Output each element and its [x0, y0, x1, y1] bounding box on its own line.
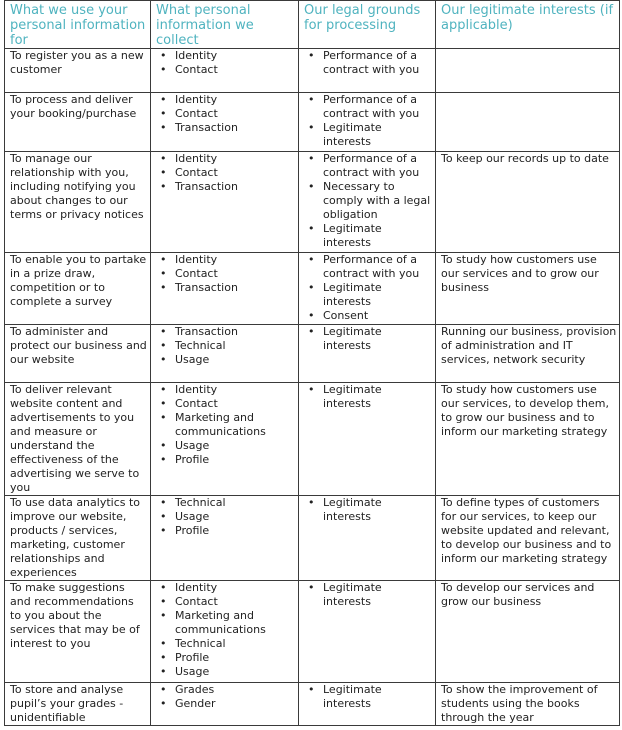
info-collected-cell — [151, 49, 299, 93]
list-item: • Performance of a contract with you — [304, 152, 433, 180]
info-collected-cell — [151, 325, 299, 383]
purpose-cell: To store and analyse pupil’s your grades - unidentifiable — [5, 683, 151, 726]
header-row — [5, 1, 620, 49]
purpose-cell: To make suggestions and recommendations to you about the services that may be of interest to you — [5, 581, 151, 683]
legal-grounds-cell — [299, 496, 436, 581]
info-collected-cell — [151, 683, 299, 726]
legitimate-interests-cell: To keep our records up to date — [436, 152, 620, 253]
purpose-cell: To register you as a new customer — [5, 49, 151, 93]
list-item: • Contact — [156, 267, 296, 281]
table-header — [5, 1, 620, 49]
header-info-collected: What personal information we collect — [151, 1, 299, 49]
list-item: • Legitimate interests — [304, 281, 433, 309]
legitimate-interests-cell — [436, 93, 620, 152]
info-list — [156, 152, 296, 194]
info-collected-cell — [151, 496, 299, 581]
list-item: • Transaction — [156, 281, 296, 295]
list-item: • Identity — [156, 581, 296, 595]
info-list — [156, 93, 296, 135]
info-list — [156, 683, 296, 711]
legitimate-interests-cell: Running our business, provision of administration and IT services, network security — [436, 325, 620, 383]
header-legitimate-interests: Our legitimate interests (if applicable) — [436, 1, 620, 49]
list-item: • Usage — [156, 353, 296, 367]
list-item: • Performance of a contract with you — [304, 93, 433, 121]
list-item: • Identity — [156, 383, 296, 397]
list-item: • Transaction — [156, 325, 296, 339]
legitimate-interests-cell: To develop our services and grow our business — [436, 581, 620, 683]
grounds-list — [304, 93, 433, 149]
grounds-list — [304, 496, 433, 524]
grounds-list — [304, 581, 433, 609]
table-row — [5, 93, 620, 152]
info-list — [156, 253, 296, 295]
list-item: • Contact — [156, 397, 296, 411]
list-item: • Technical — [156, 339, 296, 353]
list-item: • Usage — [156, 439, 296, 453]
list-item: • Performance of a contract with you — [304, 49, 433, 77]
info-collected-cell — [151, 581, 299, 683]
list-item: • Consent — [304, 309, 433, 323]
legitimate-interests-cell: To study how customers use our services, to develop them, to grow our business and to inform our marketing strategy — [436, 383, 620, 496]
table-row — [5, 253, 620, 325]
list-item: • Usage — [156, 665, 296, 679]
list-item: • Gender — [156, 697, 296, 711]
info-list — [156, 383, 296, 467]
table-body — [5, 49, 620, 726]
list-item: • Contact — [156, 63, 296, 77]
list-item: • Legitimate interests — [304, 121, 433, 149]
info-list — [156, 325, 296, 367]
list-item: • Marketing and communications — [156, 411, 296, 439]
purpose-cell: To use data analytics to improve our website, products / services, marketing, customer relationships and experiences — [5, 496, 151, 581]
table-row — [5, 325, 620, 383]
table-row — [5, 152, 620, 253]
list-item: • Identity — [156, 49, 296, 63]
info-collected-cell — [151, 253, 299, 325]
list-item: • Identity — [156, 152, 296, 166]
list-item: • Transaction — [156, 180, 296, 194]
table-row — [5, 496, 620, 581]
list-item: • Legitimate interests — [304, 683, 433, 711]
list-item: • Legitimate interests — [304, 222, 433, 250]
purpose-cell: To process and deliver your booking/purchase — [5, 93, 151, 152]
list-item: • Legitimate interests — [304, 325, 433, 353]
purpose-cell: To deliver relevant website content and advertisements to you and measure or understand the effectiveness of the advertising we serve to you — [5, 383, 151, 496]
legitimate-interests-cell: To study how customers use our services and to grow our business — [436, 253, 620, 325]
table-row — [5, 49, 620, 93]
table-row — [5, 683, 620, 726]
list-item: • Transaction — [156, 121, 296, 135]
list-item: • Identity — [156, 253, 296, 267]
header-legal-grounds: Our legal grounds for processing — [299, 1, 436, 49]
list-item: • Legitimate interests — [304, 383, 433, 411]
legal-grounds-cell — [299, 152, 436, 253]
list-item: • Identity — [156, 93, 296, 107]
info-collected-cell — [151, 152, 299, 253]
legal-grounds-cell — [299, 581, 436, 683]
list-item: • Performance of a contract with you — [304, 253, 433, 281]
grounds-list — [304, 253, 433, 323]
legitimate-interests-cell — [436, 49, 620, 93]
purpose-cell: To manage our relationship with you, including notifying you about changes to our terms or privacy notices — [5, 152, 151, 253]
info-collected-cell — [151, 383, 299, 496]
list-item: • Usage — [156, 510, 296, 524]
list-item: • Legitimate interests — [304, 581, 433, 609]
legitimate-interests-cell: To define types of customers for our services, to keep our website updated and relevant, to develop our business and to inform our marketing strategy — [436, 496, 620, 581]
table-row — [5, 581, 620, 683]
info-list — [156, 581, 296, 679]
list-item: • Legitimate interests — [304, 496, 433, 524]
purpose-cell: To administer and protect our business and our website — [5, 325, 151, 383]
legal-grounds-cell — [299, 383, 436, 496]
table-row — [5, 383, 620, 496]
list-item: • Grades — [156, 683, 296, 697]
list-item: • Technical — [156, 496, 296, 510]
purpose-cell: To enable you to partake in a prize draw, competition or to complete a survey — [5, 253, 151, 325]
legal-grounds-cell — [299, 49, 436, 93]
privacy-processing-table — [4, 0, 620, 726]
legal-grounds-cell — [299, 325, 436, 383]
grounds-list — [304, 683, 433, 711]
list-item: • Contact — [156, 166, 296, 180]
info-list — [156, 49, 296, 77]
legal-grounds-cell — [299, 93, 436, 152]
header-purpose: What we use your personal information for — [5, 1, 151, 49]
list-item: • Profile — [156, 524, 296, 538]
list-item: • Profile — [156, 651, 296, 665]
grounds-list — [304, 152, 433, 250]
legal-grounds-cell — [299, 253, 436, 325]
list-item: • Marketing and communications — [156, 609, 296, 637]
info-list — [156, 496, 296, 538]
list-item: • Technical — [156, 637, 296, 651]
legitimate-interests-cell: To show the improvement of students using the books through the year — [436, 683, 620, 726]
list-item: • Necessary to comply with a legal obligation — [304, 180, 433, 222]
grounds-list — [304, 383, 433, 411]
info-collected-cell — [151, 93, 299, 152]
legal-grounds-cell — [299, 683, 436, 726]
grounds-list — [304, 325, 433, 353]
list-item: • Contact — [156, 107, 296, 121]
list-item: • Contact — [156, 595, 296, 609]
grounds-list — [304, 49, 433, 77]
list-item: • Profile — [156, 453, 296, 467]
